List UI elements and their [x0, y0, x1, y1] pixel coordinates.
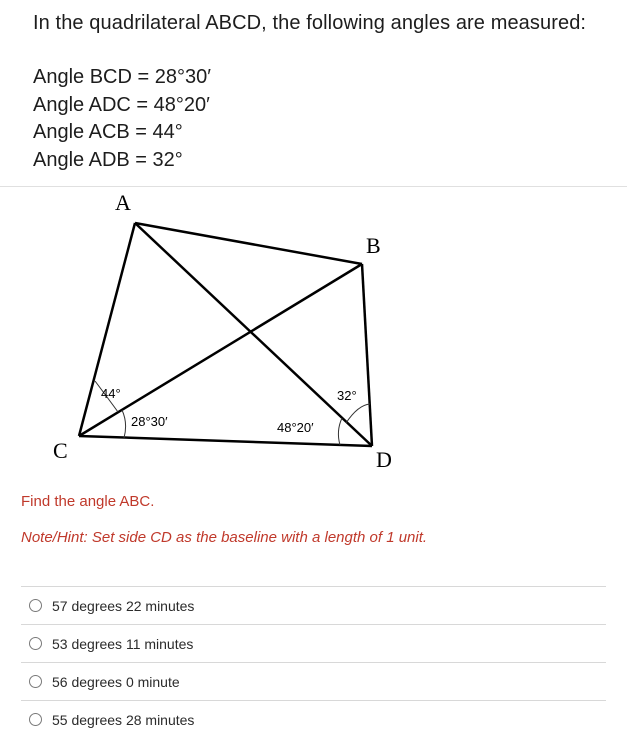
angle-item-adc: Angle ADC = 48°20′ — [33, 93, 210, 116]
angle-arc-adb — [346, 404, 370, 423]
side-cd — [79, 436, 372, 446]
answer-option[interactable] — [21, 624, 606, 662]
answer-options — [21, 586, 606, 738]
side-ab — [135, 223, 362, 264]
radio-button[interactable] — [29, 713, 42, 726]
option-label: 55 degrees 28 minutes — [52, 711, 195, 728]
find-prompt: Find the angle ABC. — [21, 493, 155, 510]
diagonal-ad — [135, 223, 372, 446]
radio-button[interactable] — [29, 637, 42, 650]
question-title: In the quadrilateral ABCD, the following angles are measured: — [33, 12, 587, 34]
answer-option[interactable] — [21, 662, 606, 700]
radio-button[interactable] — [29, 599, 42, 612]
angle-item-acb: Angle ACB = 44° — [33, 121, 183, 143]
answer-option[interactable] — [21, 700, 606, 738]
option-label: 53 degrees 11 minutes — [52, 635, 194, 652]
vertex-label-a: A — [115, 190, 131, 215]
angle-arc-adc — [338, 418, 342, 445]
quadrilateral-diagram — [40, 186, 440, 476]
question-header — [0, 0, 627, 187]
side-ca — [79, 223, 135, 436]
angle-label-adc: 48°20′ — [277, 420, 314, 435]
answer-option[interactable] — [21, 586, 606, 624]
vertex-label-d: D — [376, 447, 392, 472]
option-label: 57 degrees 22 minutes — [52, 597, 195, 614]
side-bd — [362, 264, 372, 446]
option-label: 56 degrees 0 minute — [52, 673, 180, 690]
angle-label-bcd: 28°30′ — [131, 414, 168, 429]
angle-label-acb: 44° — [101, 386, 121, 401]
angle-item-bcd: Angle BCD = 28°30′ — [33, 66, 211, 88]
angle-item-adb: Angle ADB = 32° — [33, 148, 183, 171]
hint-note: Note/Hint: Set side CD as the baseline with a length of 1 unit. — [21, 529, 428, 546]
angle-arc-bcd — [122, 410, 126, 438]
diagonal-cb — [79, 264, 362, 436]
radio-button[interactable] — [29, 675, 42, 688]
vertex-label-b: B — [366, 233, 381, 258]
vertex-label-c: C — [53, 438, 68, 463]
angle-list — [33, 64, 211, 174]
angle-label-adb: 32° — [337, 388, 357, 403]
